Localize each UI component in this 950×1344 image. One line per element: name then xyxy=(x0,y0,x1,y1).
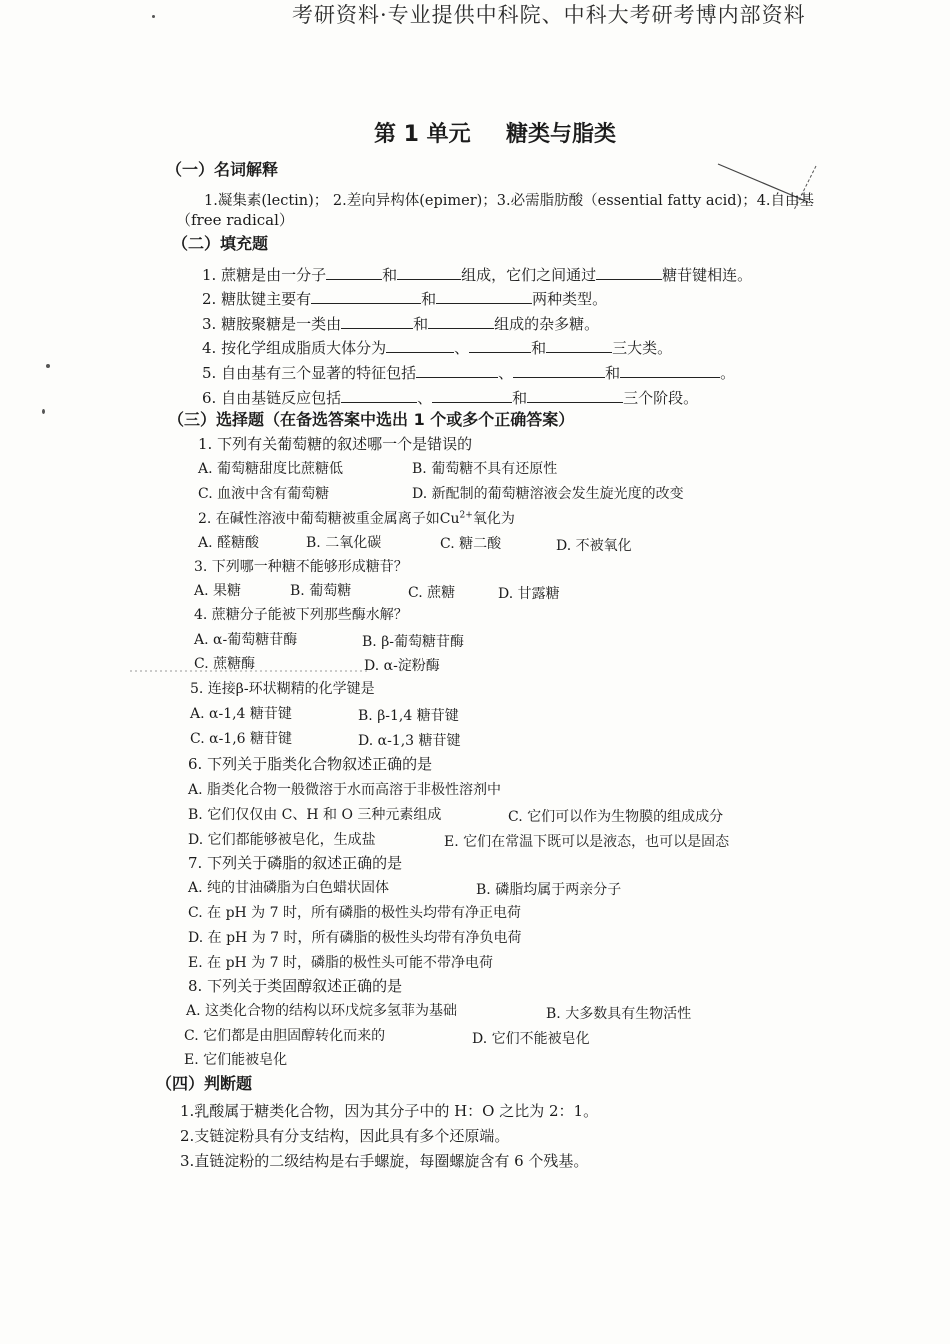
choice-q8-option-e: E. 它们能被皂化 xyxy=(184,1052,288,1068)
choice-q7-option-c: C. 在 pH 为 7 时，所有磷脂的极性头均带有净正电荷 xyxy=(188,905,521,921)
scan-speck xyxy=(152,15,155,18)
choice-q1-option-d: D. 新配制的葡萄糖溶液会发生旋光度的改变 xyxy=(412,486,684,502)
terms-line-2: （free radical） xyxy=(176,211,294,229)
choice-q7-option-a: A. 纯的甘油磷脂为白色蜡状固体 xyxy=(188,880,390,896)
fill-question-4: 4. 按化学组成脂质大体分为 、 和 三大类。 xyxy=(202,339,673,357)
section-heading-terms: （一）名词解释 xyxy=(166,160,279,179)
choice-q6-option-e: E. 它们在常温下既可以是液态，也可以是固态 xyxy=(444,834,730,850)
choice-q4-option-b: B. β-葡萄糖苷酶 xyxy=(362,634,465,650)
choice-q3-stem: 3. 下列哪一种糖不能够形成糖苷？ xyxy=(194,559,408,575)
section-heading-fill: （二）填充题 xyxy=(172,234,269,253)
choice-q3-option-a: A. 果糖 xyxy=(194,583,242,599)
choice-q2-option-c: C. 糖二酸 xyxy=(440,536,502,552)
section-heading-judge: （四）判断题 xyxy=(156,1074,253,1093)
choice-q6-option-b: B. 它们仅仅由 C、H 和 O 三种元素组成 xyxy=(188,807,442,823)
choice-q2-stem: 2. 在碱性溶液中葡萄糖被重金属离子如$Cu^{2+}$氧化为 xyxy=(198,510,515,527)
fill-question-1: 1. 蔗糖是由一分子 和 组成，它们之间通过 糖苷键相连。 xyxy=(202,266,753,284)
choice-q1-stem: 1. 下列有关葡萄糖的叙述哪一个是错误的 xyxy=(198,435,473,453)
choice-q5-option-b: B. β-1,4 糖苷键 xyxy=(358,708,459,724)
choice-q2-option-a: A. 醛糖酸 xyxy=(198,535,260,551)
choice-q3-option-d: D. 甘露糖 xyxy=(498,586,560,602)
fill-question-6: 6. 自由基链反应包括 、 和 三个阶段。 xyxy=(202,389,699,407)
section-heading-choice: （三）选择题（在备选答案中选出 1 个或多个正确答案） xyxy=(168,410,575,429)
page-header-text: 考研资料·专业提供中科院、中科大考研考博内部资料 xyxy=(292,3,806,27)
choice-q7-stem: 7. 下列关于磷脂的叙述正确的是 xyxy=(188,854,403,872)
unit-label: 第 1 单元 xyxy=(374,122,471,147)
choice-q7-option-b: B. 磷脂均属于两亲分子 xyxy=(476,882,622,898)
judge-question-1: 1.乳酸属于糖类化合物，因为其分子中的 H：O 之比为 2：1。 xyxy=(180,1102,599,1120)
choice-q4-option-d: D. α-淀粉酶 xyxy=(364,658,440,674)
judge-question-3: 3.直链淀粉的二级结构是右手螺旋，每圈螺旋含有 6 个残基。 xyxy=(180,1152,589,1170)
choice-q5-option-a: A. α-1,4 糖苷键 xyxy=(190,706,292,722)
choice-q3-option-b: B. 葡萄糖 xyxy=(290,583,352,599)
choice-q4-stem: 4. 蔗糖分子能被下列那些酶水解？ xyxy=(194,607,408,623)
choice-q6-option-d: D. 它们都能够被皂化，生成盐 xyxy=(188,832,376,848)
choice-q6-option-c: C. 它们可以作为生物膜的组成成分 xyxy=(508,809,724,825)
terms-line-1: 1.凝集素(lectin)； 2.差向异构体(epimer)；3.必需脂肪酸（essential fatty acid)；4.自由基 xyxy=(204,193,815,209)
fill-question-2: 2. 糖肽键主要有 和 两种类型。 xyxy=(202,290,608,308)
choice-q6-stem: 6. 下列关于脂类化合物叙述正确的是 xyxy=(188,755,433,773)
choice-q3-option-c: C. 蔗糖 xyxy=(408,585,456,601)
choice-q1-option-c: C. 血液中含有葡萄糖 xyxy=(198,486,330,502)
choice-q2-option-b: B. 二氧化碳 xyxy=(306,535,382,551)
choice-q5-stem: 5. 连接β-环状糊精的化学键是 xyxy=(190,681,375,697)
choice-q8-option-d: D. 它们不能被皂化 xyxy=(472,1031,590,1047)
choice-q4-option-c: C. 蔗糖酶 xyxy=(194,656,256,672)
choice-q8-option-c: C. 它们都是由胆固醇转化而来的 xyxy=(184,1028,386,1044)
unit-topic: 糖类与脂类 xyxy=(506,122,617,147)
choice-q8-stem: 8. 下列关于类固醇叙述正确的是 xyxy=(188,977,403,995)
choice-q7-option-d: D. 在 pH 为 7 时，所有磷脂的极性头均带有净负电荷 xyxy=(188,930,522,946)
choice-q5-option-d: D. α-1,3 糖苷键 xyxy=(358,733,461,749)
fill-question-5: 5. 自由基有三个显著的特征包括 、 和 。 xyxy=(202,364,736,382)
choice-q8-option-a: A. 这类化合物的结构以环戊烷多氢菲为基础 xyxy=(186,1003,458,1019)
choice-q8-option-b: B. 大多数具有生物活性 xyxy=(546,1006,692,1022)
choice-q4-option-a: A. α-葡萄糖苷酶 xyxy=(194,632,298,648)
scan-speck xyxy=(42,409,45,414)
scan-speck xyxy=(46,364,50,368)
fill-question-3: 3. 糖胺聚糖是一类由 和 组成的杂多糖。 xyxy=(202,315,600,333)
choice-q7-option-e: E. 在 pH 为 7 时，磷脂的极性头可能不带净电荷 xyxy=(188,955,493,971)
choice-q1-option-b: B. 葡萄糖不具有还原性 xyxy=(412,461,558,477)
judge-question-2: 2.支链淀粉具有分支结构，因此具有多个还原端。 xyxy=(180,1127,510,1145)
choice-q2-option-d: D. 不被氧化 xyxy=(556,538,632,554)
choice-q5-option-c: C. α-1,6 糖苷键 xyxy=(190,731,293,747)
choice-q1-option-a: A. 葡萄糖甜度比蔗糖低 xyxy=(198,461,344,477)
choice-q6-option-a: A. 脂类化合物一般微溶于水而高溶于非极性溶剂中 xyxy=(188,782,502,798)
